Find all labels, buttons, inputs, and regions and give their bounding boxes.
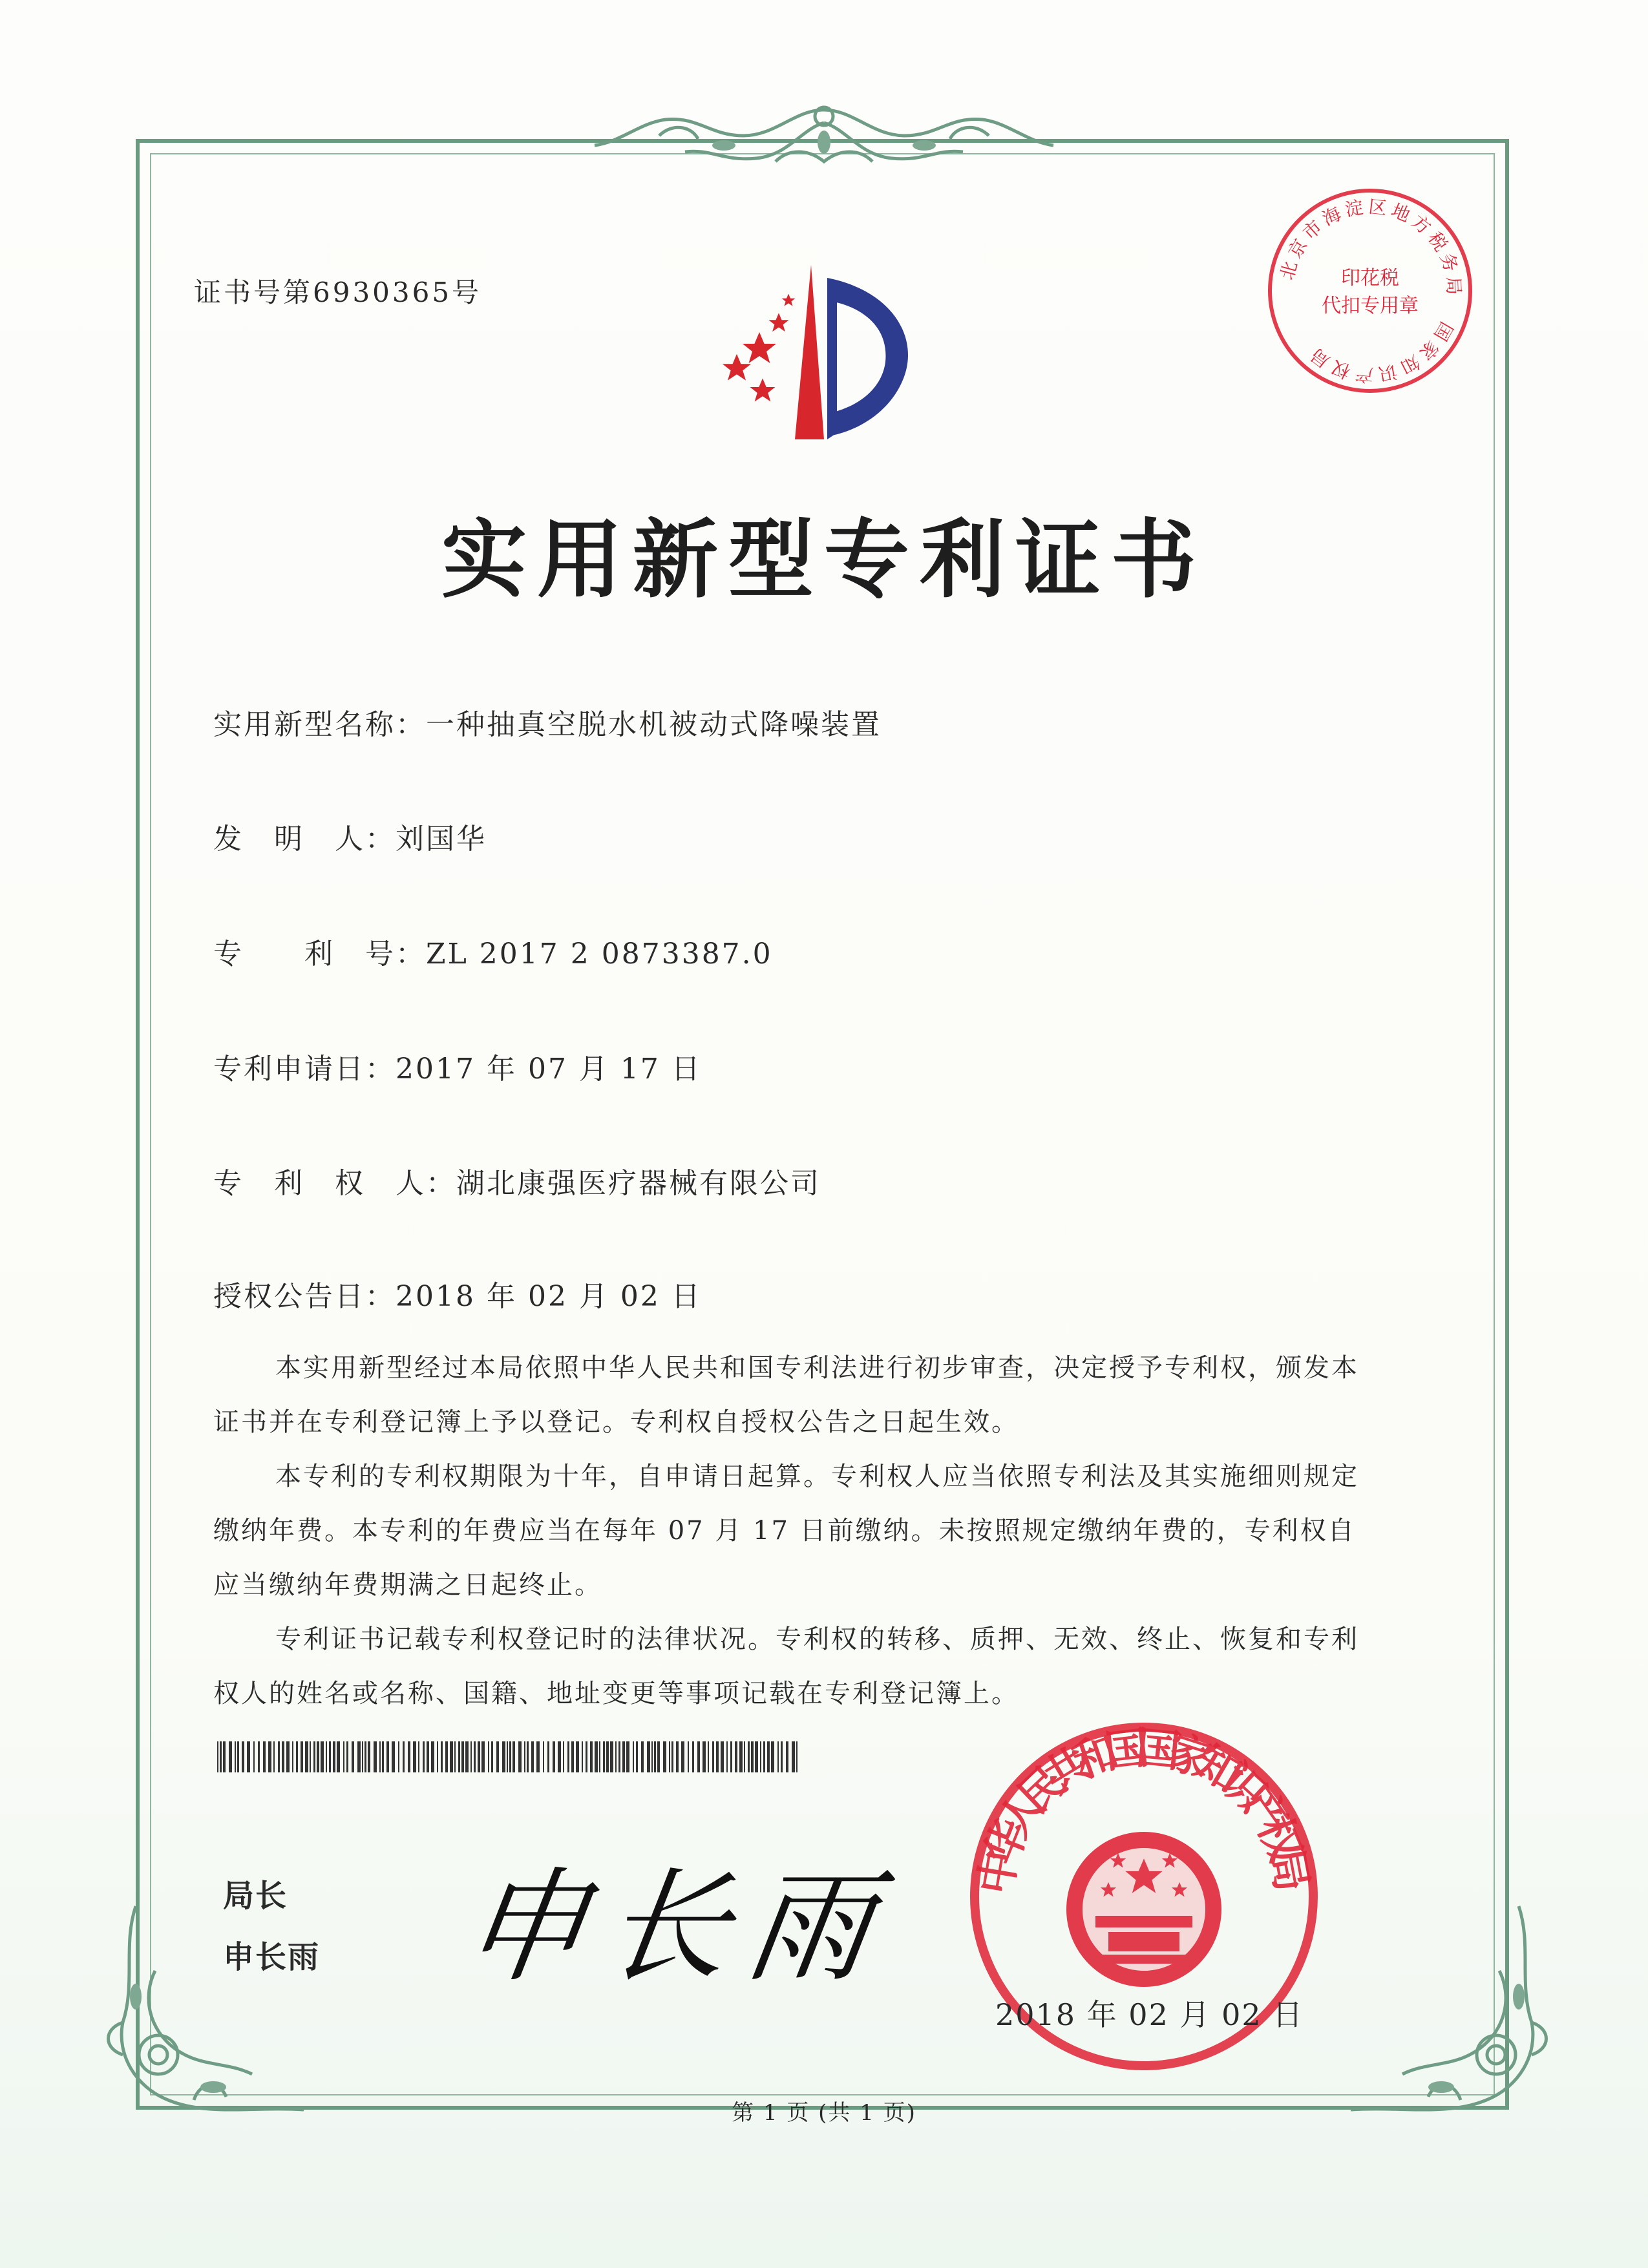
- field-utility-model-name: [213, 701, 882, 742]
- field-patent-number: [213, 930, 773, 972]
- barcode-bar: [278, 1741, 280, 1772]
- barcode-bar: [235, 1741, 236, 1772]
- barcode-bar: [582, 1741, 583, 1772]
- barcode-bar: [398, 1741, 399, 1772]
- barcode-bar: [470, 1741, 472, 1772]
- barcode-bar: [603, 1741, 605, 1772]
- barcode-bar: [418, 1741, 419, 1772]
- barcode-bar: [431, 1741, 434, 1772]
- certificate-body: [213, 1341, 1377, 1721]
- barcode-bar: [531, 1741, 534, 1772]
- field-grant-date: [213, 1273, 702, 1314]
- page-number: 第 1 页 (共 1 页): [732, 2100, 916, 2126]
- barcode-bar: [641, 1741, 644, 1772]
- barcode-bar: [220, 1741, 222, 1772]
- tax-stamp-ring-text: 北京市海淀区地方税务局 国家知识产权局: [1276, 196, 1465, 386]
- barcode-bar: [352, 1741, 354, 1772]
- barcode-bar: [362, 1741, 363, 1772]
- barcode-bar: [357, 1741, 361, 1772]
- barcode-bar: [703, 1741, 706, 1772]
- barcode-bar: [450, 1741, 453, 1772]
- barcode-bar: [465, 1741, 469, 1772]
- barcode-bar: [599, 1741, 600, 1772]
- barcode-bar: [721, 1741, 724, 1772]
- barcode-bar: [263, 1741, 266, 1772]
- barcode-bar: [282, 1741, 284, 1772]
- barcode-bar: [590, 1741, 593, 1772]
- barcode-bar: [292, 1741, 293, 1772]
- barcode-bar: [481, 1741, 485, 1772]
- barcode-bar: [755, 1741, 758, 1772]
- barcode-bar: [242, 1741, 244, 1772]
- barcode-bar: [681, 1741, 684, 1772]
- barcode-bar: [760, 1741, 761, 1772]
- barcode-bar: [392, 1741, 395, 1772]
- barcode-bar: [502, 1741, 505, 1772]
- barcode-bar: [744, 1741, 745, 1772]
- barcode-bar: [622, 1741, 625, 1772]
- barcode-bar: [247, 1741, 250, 1772]
- barcode-bar: [229, 1741, 232, 1772]
- barcode-bar: [781, 1741, 783, 1772]
- barcode-bar: [558, 1741, 561, 1772]
- barcode-bar: [305, 1741, 308, 1772]
- handwritten-signature: 申长雨: [454, 1856, 901, 1999]
- body-paragraph: 专利证书记载专利权登记时的法律状况。专利权的转移、质押、无效、终止、恢复和专利权人的姓名或名称、国籍、地址变更等事项记载在专利登记簿上。: [213, 1624, 1359, 1708]
- signatory-role: 局长: [223, 1878, 288, 1914]
- barcode-bar: [563, 1741, 564, 1772]
- barcode-bar: [458, 1741, 460, 1772]
- barcode-bar: [258, 1741, 260, 1772]
- barcode-bar: [567, 1741, 569, 1772]
- barcode-bar: [595, 1741, 598, 1772]
- barcode-bar: [333, 1741, 335, 1772]
- field-inventor: [213, 815, 487, 857]
- barcode-bar: [286, 1741, 290, 1772]
- field-label: 授权公告日：: [213, 1280, 396, 1313]
- barcode-bar: [636, 1741, 638, 1772]
- field-label: 专 利 号：: [213, 938, 426, 971]
- barcode-bar: [716, 1741, 719, 1772]
- barcode-bar: [301, 1741, 303, 1772]
- barcode-bar: [379, 1741, 381, 1772]
- tax-stamp-center-line1: 印花税: [1341, 267, 1399, 289]
- barcode-bar: [512, 1741, 515, 1772]
- official-seal-ring-text: 中华人民共和国国家知识产权局: [970, 1722, 1318, 1898]
- barcode-bar: [237, 1741, 239, 1772]
- barcode-bar: [408, 1741, 410, 1772]
- barcode-bar: [786, 1741, 788, 1772]
- barcode-bar: [767, 1741, 770, 1772]
- barcode-bar: [364, 1741, 366, 1772]
- barcode-bar: [461, 1741, 464, 1772]
- barcode-bar: [273, 1741, 275, 1772]
- barcode-bar: [676, 1741, 679, 1772]
- barcode-bar: [488, 1741, 489, 1772]
- barcode-bar: [496, 1741, 499, 1772]
- barcode-bar: [771, 1741, 774, 1772]
- certificate-number: 证书号第6930365号: [194, 277, 482, 308]
- barcode-bar: [491, 1741, 493, 1772]
- barcode-bar: [382, 1741, 384, 1772]
- body-paragraph: 本实用新型经过本局依照中华人民共和国专利法进行初步审查，决定授予专利权，颁发本证书并在专利登记簿上予以登记。专利权自授权公告之日起生效。: [213, 1353, 1359, 1437]
- barcode-bar: [663, 1741, 666, 1772]
- field-label: 专 利 权 人：: [213, 1167, 456, 1200]
- barcode-bar: [454, 1741, 456, 1772]
- barcode-bar: [223, 1741, 226, 1772]
- barcode-bar: [647, 1741, 650, 1772]
- barcode-bar: [547, 1741, 549, 1772]
- barcode-bar: [730, 1741, 732, 1772]
- barcode-bar: [317, 1741, 319, 1772]
- field-value: 一种抽真空脱水机被动式降噪装置: [426, 708, 882, 741]
- barcode-bar: [313, 1741, 315, 1772]
- field-label: 专利申请日：: [213, 1053, 396, 1086]
- field-patentee: [213, 1160, 821, 1201]
- barcode-bar: [217, 1741, 218, 1772]
- barcode-bar: [726, 1741, 728, 1772]
- barcode-bar: [403, 1741, 405, 1772]
- barcode-bar: [423, 1741, 425, 1772]
- barcode-bar: [618, 1741, 620, 1772]
- barcode-bar: [751, 1741, 754, 1772]
- barcode-bar: [748, 1741, 750, 1772]
- field-label: 发 明 人：: [213, 823, 396, 856]
- barcode-bar: [527, 1741, 529, 1772]
- barcode-bar: [697, 1741, 700, 1772]
- cnipa-logo: [698, 252, 944, 446]
- barcode-bar: [474, 1741, 476, 1772]
- barcode-bar: [796, 1741, 798, 1772]
- barcode-bar: [343, 1741, 344, 1772]
- barcode-bar: [654, 1741, 656, 1772]
- barcode-bar: [437, 1741, 438, 1772]
- field-value: 湖北康强医疗器械有限公司: [456, 1167, 821, 1200]
- national-emblem-icon: [1066, 1832, 1221, 1987]
- barcode-bar: [518, 1741, 522, 1772]
- barcode-bar: [657, 1741, 660, 1772]
- barcode-bar: [543, 1741, 544, 1772]
- barcode-bar: [321, 1741, 324, 1772]
- barcode-bar: [536, 1741, 540, 1772]
- field-value: 2017 年 07 月 17 日: [396, 1053, 702, 1086]
- tax-stamp-center-line2: 代扣专用章: [1322, 295, 1419, 317]
- barcode-bar: [626, 1741, 629, 1772]
- barcode-bar: [688, 1741, 689, 1772]
- svg-text:北京市海淀区地方税务局 国家知识产权局: [1276, 196, 1465, 386]
- barcode-bar: [692, 1741, 694, 1772]
- barcode-bar: [329, 1741, 331, 1772]
- field-value: 2018 年 02 月 02 日: [396, 1280, 702, 1313]
- barcode-bar: [610, 1741, 613, 1772]
- barcode-bar: [792, 1741, 795, 1772]
- barcode-bar: [509, 1741, 511, 1772]
- barcode: [217, 1741, 799, 1772]
- barcode-bar: [337, 1741, 340, 1772]
- barcode-bar: [576, 1741, 579, 1772]
- barcode-bar: [606, 1741, 609, 1772]
- signatory-name: 申长雨: [223, 1939, 321, 1975]
- field-label: 实用新型名称：: [213, 708, 426, 741]
- barcode-bar: [651, 1741, 653, 1772]
- barcode-bar: [310, 1741, 311, 1772]
- barcode-bar: [671, 1741, 673, 1772]
- barcode-bar: [615, 1741, 617, 1772]
- barcode-bar: [374, 1741, 377, 1772]
- barcode-bar: [735, 1741, 737, 1772]
- body-paragraph: 本专利的专利权期限为十年，自申请日起算。专利权人应当依照专利法及其实施细则规定缴纳年费。本专利的年费应当在每年 07 月 17 日前缴纳。未按照规定缴纳年费的，专利权自应当缴纳年费期满之日起终止。: [213, 1462, 1359, 1600]
- barcode-bar: [346, 1741, 348, 1772]
- tax-stamp: [1263, 184, 1477, 397]
- barcode-bar: [478, 1741, 480, 1772]
- barcode-bar: [739, 1741, 743, 1772]
- barcode-bar: [586, 1741, 587, 1772]
- barcode-bar: [386, 1741, 389, 1772]
- barcode-bar: [296, 1741, 298, 1772]
- barcode-bar: [427, 1741, 429, 1772]
- field-value: 刘国华: [396, 823, 487, 856]
- barcode-bar: [708, 1741, 709, 1772]
- barcode-bar: [571, 1741, 574, 1772]
- barcode-bar: [368, 1741, 370, 1772]
- barcode-bar: [777, 1741, 779, 1772]
- field-value: ZL 2017 2 0873387.0: [426, 938, 773, 971]
- barcode-bar: [669, 1741, 670, 1772]
- barcode-bar: [507, 1741, 508, 1772]
- seal-date: 2018 年 02 月 02 日: [995, 1997, 1304, 2032]
- barcode-bar: [445, 1741, 448, 1772]
- barcode-bar: [253, 1741, 255, 1772]
- barcode-bar: [712, 1741, 714, 1772]
- top-ornament: [582, 97, 1066, 181]
- barcode-bar: [268, 1741, 271, 1772]
- barcode-bar: [413, 1741, 416, 1772]
- barcode-bar: [441, 1741, 443, 1772]
- barcode-bar: [553, 1741, 555, 1772]
- barcode-bar: [326, 1741, 327, 1772]
- certificate-title: 实用新型专利证书: [441, 510, 1207, 610]
- barcode-bar: [524, 1741, 525, 1772]
- barcode-bar: [633, 1741, 634, 1772]
- field-application-date: [213, 1045, 702, 1087]
- barcode-bar: [763, 1741, 765, 1772]
